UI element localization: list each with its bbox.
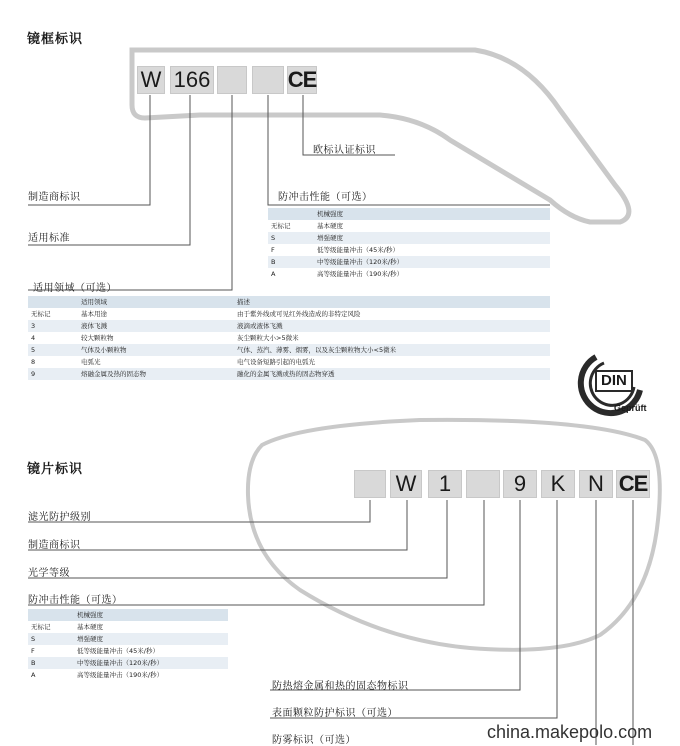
table-cell: 由于紫外线或可见红外线造成的非特定风险 [234,308,550,320]
table-cell: 基本用途 [78,308,234,320]
table-cell: 较大颗粒物 [78,332,234,344]
table-row [28,657,228,669]
table-cell: F [28,645,74,657]
lens-box-ce: CE [616,470,650,498]
lens-box-k: K [541,470,575,498]
table-row [28,633,228,645]
lens-box-w: W [390,470,422,498]
table-header-row [28,609,228,621]
table-cell: S [268,232,314,244]
table-cell: 高等级能量冲击（190米/秒） [314,268,550,280]
table-row [268,256,550,268]
table-cell: 无标记 [28,308,78,320]
din-badge-text: DIN [601,372,627,389]
lens-box-1: 1 [428,470,462,498]
table-cell [268,208,314,220]
watermark-text: china.makepolo.com [487,722,653,742]
table-cell: B [268,256,314,268]
table-cell: 无标记 [268,220,314,232]
frame-box-ce: CE [287,67,317,92]
table-cell: 增强硬度 [314,232,550,244]
lens-outline [248,420,660,650]
lens-label-fog: 防雾标识（可选） [272,735,356,746]
frame-label-impact: 防冲击性能（可选） [278,192,373,203]
table-row [28,621,228,633]
lens-label-manufacturer: 制造商标识 [28,540,81,551]
table-cell: 融化的金属飞溅或热的固态物穿透 [234,368,550,380]
table-cell: 中等级能量冲击（120米/秒） [314,256,550,268]
table-cell: 高等级能量冲击（190米/秒） [74,669,228,681]
frame-impact-table [268,208,550,280]
table-cell: 低等级能量冲击（45米/秒） [74,645,228,657]
table-cell: 电气设备短路引起的电弧光 [234,356,550,368]
table-cell: 适用领域 [78,296,234,308]
frame-box-blank-1 [217,66,247,94]
table-cell: 灰尘颗粒大小>5微米 [234,332,550,344]
table-cell: 3 [28,320,78,332]
lens-box-blank-1 [354,470,386,498]
frame-box-166: 166 [170,66,214,94]
table-cell: 增强硬度 [74,633,228,645]
table-cell: 5 [28,344,78,356]
lens-box-blank-2 [466,470,500,498]
table-cell: 8 [28,356,78,368]
table-row [28,332,550,344]
table-cell: B [28,657,74,669]
din-certification-badge [574,345,654,420]
table-cell: S [28,633,74,645]
table-cell: 描述 [234,296,550,308]
lens-label-optical: 光学等级 [28,568,70,579]
table-cell: 中等级能量冲击（120米/秒） [74,657,228,669]
table-cell: 电弧光 [78,356,234,368]
table-cell: 基本硬度 [74,621,228,633]
table-cell [28,609,74,621]
table-row [268,220,550,232]
lens-label-molten: 防热熔金属和热的固态物标识 [272,681,409,692]
table-cell: 低等级能量冲击（45米/秒） [314,244,550,256]
table-row [28,344,550,356]
lens-section-title: 镜片标识 [27,462,84,477]
table-row [28,669,228,681]
table-row [268,244,550,256]
lens-impact-table [28,609,228,681]
table-cell: 熔融金属及热的固态物 [78,368,234,380]
frame-domain-table [28,296,550,380]
frame-label-manufacturer: 制造商标识 [28,192,81,203]
table-row [268,232,550,244]
table-cell: A [268,268,314,280]
table-row [28,356,550,368]
table-row [28,645,228,657]
table-cell: 机械强度 [74,609,228,621]
lens-box-9: 9 [503,470,537,498]
frame-box-blank-2 [252,66,284,94]
table-cell: 无标记 [28,621,74,633]
lens-label-filter: 滤光防护级别 [28,512,91,523]
din-badge-subtext: Geprüft [614,403,647,413]
table-cell: 4 [28,332,78,344]
table-row [28,320,550,332]
frame-section-title: 镜框标识 [27,32,84,47]
table-cell: 基本硬度 [314,220,550,232]
lens-label-impact: 防冲击性能（可选） [28,595,123,606]
table-row [268,268,550,280]
table-header-row [28,296,550,308]
table-row [28,368,550,380]
frame-label-standard: 适用标准 [28,233,70,244]
table-cell: 9 [28,368,78,380]
lens-label-surface: 表面颗粒防护标识（可选） [272,708,398,719]
lens-box-n: N [579,470,613,498]
table-header-row [268,208,550,220]
table-cell: 液体飞溅 [78,320,234,332]
table-cell: 气体、蒸汽、薄雾、烟雾，以及灰尘颗粒物大小<5微米 [234,344,550,356]
table-cell: F [268,244,314,256]
table-row [28,308,550,320]
table-cell: 机械强度 [314,208,550,220]
frame-label-domain: 适用领域（可选） [33,283,117,294]
table-cell: 液滴或液体飞溅 [234,320,550,332]
frame-box-w: W [137,66,165,94]
frame-label-ce: 欧标认证标识 [313,145,376,156]
table-cell: A [28,669,74,681]
table-cell [28,296,78,308]
table-cell: 气体及小颗粒物 [78,344,234,356]
